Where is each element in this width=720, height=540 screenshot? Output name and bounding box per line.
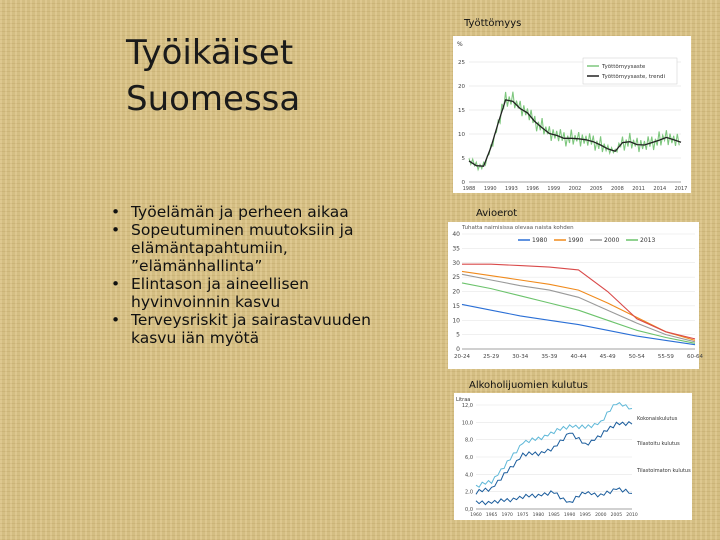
y-tick-label: 40 bbox=[452, 231, 460, 238]
x-tick-label: 2014 bbox=[653, 186, 667, 192]
y-tick-label: 12,0 bbox=[461, 403, 473, 409]
x-tick-label: 1975 bbox=[517, 513, 529, 518]
y-tick-label: 25 bbox=[452, 274, 460, 282]
y-tick-label: 10 bbox=[452, 317, 460, 325]
alcohol-chart bbox=[454, 393, 692, 520]
bullet-list bbox=[105, 203, 395, 347]
x-tick-label: 1970 bbox=[501, 513, 513, 518]
x-tick-label: 1985 bbox=[548, 513, 560, 518]
y-tick-label: 5 bbox=[461, 156, 465, 162]
x-tick-label: 1999 bbox=[547, 186, 561, 192]
divorce-chart bbox=[448, 222, 703, 369]
x-tick-label: 1990 bbox=[563, 513, 576, 518]
x-tick-label: 1993 bbox=[505, 186, 518, 192]
legend-label: 2013 bbox=[640, 237, 656, 244]
y-tick-label: 0 bbox=[456, 346, 460, 353]
series-line-Tilastoimaton kulutus bbox=[476, 488, 632, 505]
y-axis-label: Litraa bbox=[456, 397, 471, 403]
alcohol-chart-svg bbox=[454, 393, 692, 520]
legend-label: 1980 bbox=[532, 237, 548, 244]
legend-label: 2000 bbox=[604, 237, 620, 244]
y-tick-label: 15 bbox=[458, 108, 465, 114]
y-tick-label: 10,0 bbox=[461, 420, 473, 427]
chart-title: Tuhatta naimisissa olevaa naista kohden bbox=[462, 225, 574, 231]
y-tick-label: 15 bbox=[452, 302, 460, 310]
y-tick-label: 0 bbox=[461, 180, 465, 186]
y-tick-label: 25 bbox=[458, 60, 465, 66]
slide-title-line2: Suomessa bbox=[126, 79, 301, 119]
y-tick-label: 20 bbox=[452, 288, 460, 296]
bullet-item: • Elintason ja aineellisen hyvinvoinnin kasvu bbox=[105, 275, 395, 311]
x-tick-label: 50-54 bbox=[628, 354, 645, 360]
bullet-item: • Sopeutuminen muutoksiin ja elämäntapahtumiin, ”elämänhallinta” bbox=[105, 221, 395, 275]
legend-box bbox=[583, 58, 677, 84]
x-tick-label: 2010 bbox=[626, 513, 638, 518]
slide-title-line1: Työikäiset bbox=[126, 33, 294, 73]
chart1-caption: Työttömyys bbox=[464, 18, 522, 29]
y-tick-label: 35 bbox=[452, 245, 460, 253]
bullet-item: • Työelämän ja perheen aikaa bbox=[105, 203, 395, 221]
x-tick-label: 2017 bbox=[674, 186, 688, 192]
legend-label: Tilastoimaton kulutus bbox=[637, 468, 691, 474]
x-tick-label: 35-39 bbox=[541, 354, 558, 360]
series-line-Tilastoitu kulutus bbox=[476, 422, 632, 495]
x-tick-label: 1996 bbox=[526, 186, 539, 192]
x-tick-label: 20-24 bbox=[454, 354, 470, 360]
y-tick-label: 2,0 bbox=[465, 489, 473, 496]
y-tick-label: 0,0 bbox=[465, 507, 473, 513]
x-tick-label: 30-34 bbox=[512, 354, 529, 360]
y-tick-label: 10 bbox=[458, 132, 465, 138]
x-tick-label: 60-64 bbox=[687, 354, 703, 360]
x-tick-label: 2011 bbox=[632, 186, 645, 192]
y-tick-label: 30 bbox=[452, 259, 460, 267]
y-tick-label: 20 bbox=[458, 84, 465, 90]
x-tick-label: 1988 bbox=[462, 186, 476, 192]
y-axis-label: % bbox=[457, 41, 463, 48]
x-tick-label: 55-59 bbox=[657, 354, 674, 360]
x-tick-label: 1960 bbox=[470, 513, 482, 518]
x-tick-label: 1980 bbox=[532, 513, 545, 518]
x-tick-label: 45-49 bbox=[599, 354, 616, 360]
y-tick-label: 6,0 bbox=[465, 455, 473, 461]
chart2-caption: Avioerot bbox=[476, 208, 518, 219]
x-tick-label: 2000 bbox=[595, 513, 607, 518]
x-tick-label: 2005 bbox=[589, 186, 603, 192]
unemployment-chart bbox=[453, 36, 691, 193]
series-line-2013 bbox=[462, 283, 695, 343]
bullet-item: • Terveysriskit ja sairastavuuden kasvu iän myötä bbox=[105, 311, 395, 347]
x-tick-label: 40-44 bbox=[570, 354, 587, 360]
legend-label: 1990 bbox=[568, 237, 584, 244]
slide-title bbox=[126, 30, 300, 122]
y-tick-label: 8,0 bbox=[465, 437, 473, 444]
legend-label: Kokonaiskulutus bbox=[637, 416, 678, 422]
series-line-unlabeled bbox=[462, 264, 695, 339]
x-tick-label: 1965 bbox=[485, 513, 498, 518]
x-tick-label: 25-29 bbox=[483, 354, 500, 360]
unemployment-chart-svg bbox=[453, 36, 691, 193]
x-tick-label: 1995 bbox=[579, 513, 591, 518]
x-tick-label: 1990 bbox=[483, 186, 497, 192]
series-line-2000 bbox=[462, 274, 695, 342]
x-tick-label: 2008 bbox=[611, 186, 624, 192]
legend-label: Työttömyysaste, trendi bbox=[602, 74, 665, 80]
x-tick-label: 2002 bbox=[568, 186, 582, 192]
divorce-chart-svg bbox=[448, 222, 703, 369]
legend-label: Työttömyysaste bbox=[602, 64, 646, 70]
x-tick-label: 2005 bbox=[610, 513, 623, 518]
chart3-caption: Alkoholijuomien kulutus bbox=[469, 380, 589, 391]
legend-label: Tilastoitu kulutus bbox=[637, 441, 680, 447]
y-tick-label: 4,0 bbox=[465, 472, 473, 479]
y-tick-label: 5 bbox=[456, 331, 460, 339]
